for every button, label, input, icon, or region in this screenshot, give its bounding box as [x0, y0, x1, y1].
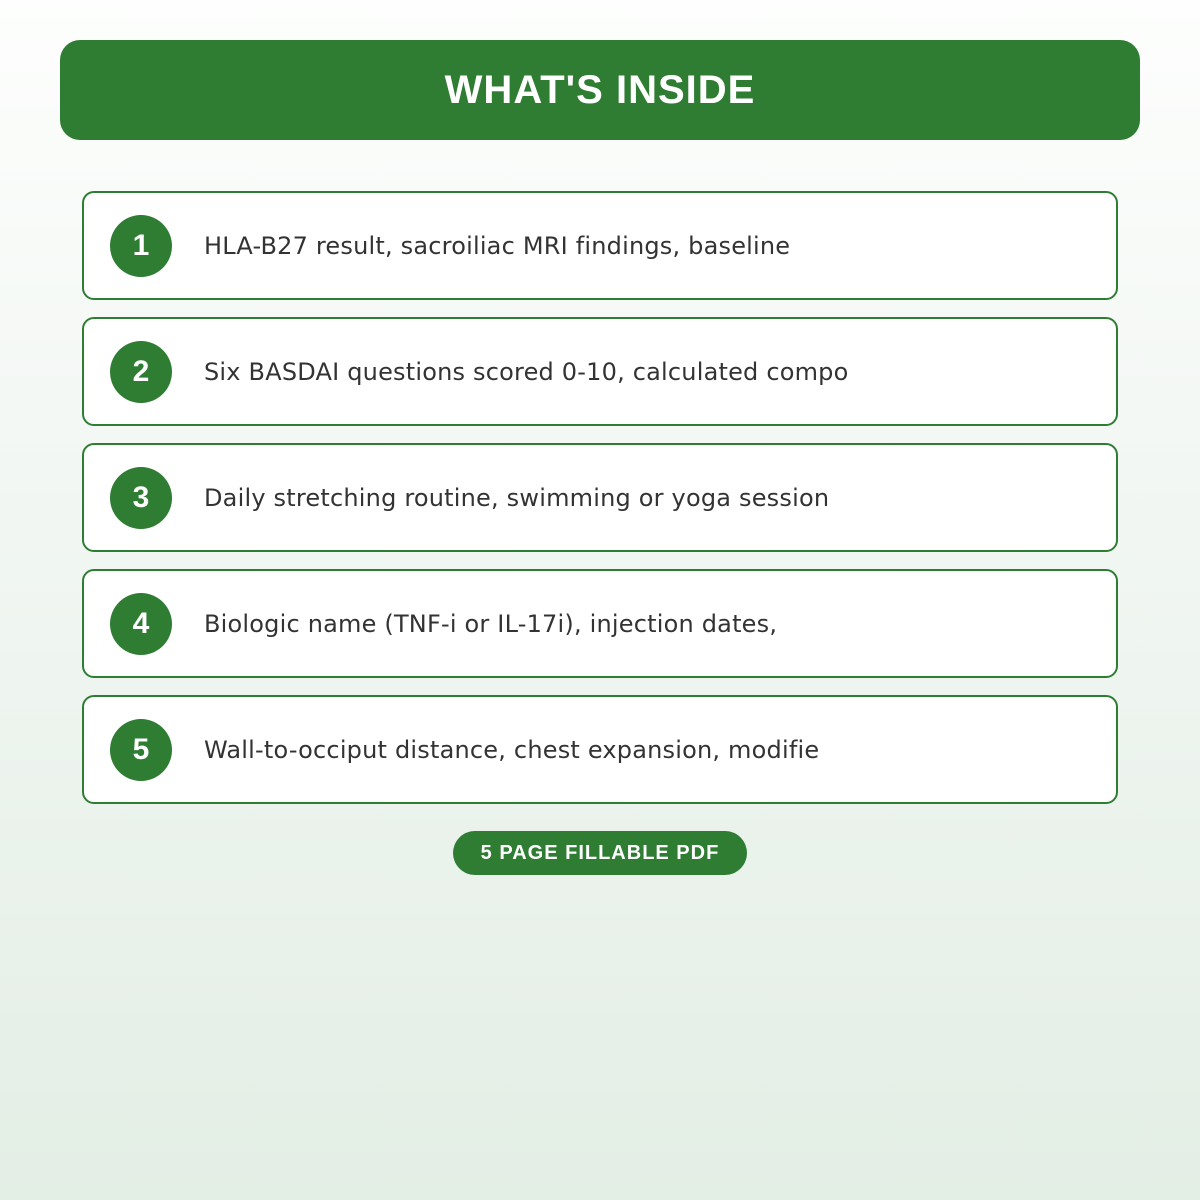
- number-badge: 2: [110, 341, 172, 403]
- items-list: [82, 191, 1118, 821]
- list-item: [82, 695, 1118, 804]
- pdf-badge: 5 PAGE FILLABLE PDF: [453, 831, 748, 875]
- header-banner: [60, 40, 1140, 140]
- item-text: Daily stretching routine, swimming or yoga session: [204, 483, 830, 512]
- item-text: Wall-to-occiput distance, chest expansion, modifie: [204, 735, 820, 764]
- list-item: [82, 191, 1118, 300]
- list-item: [82, 569, 1118, 678]
- number-badge: 4: [110, 593, 172, 655]
- number-badge: 5: [110, 719, 172, 781]
- number-badge: 3: [110, 467, 172, 529]
- list-item: [82, 317, 1118, 426]
- list-item: [82, 443, 1118, 552]
- item-text: HLA-B27 result, sacroiliac MRI findings, baseline: [204, 231, 791, 260]
- number-badge: 1: [110, 215, 172, 277]
- item-text: Six BASDAI questions scored 0-10, calculated compo: [204, 357, 849, 386]
- footer-badge-row: [0, 831, 1200, 875]
- page-title: WHAT'S INSIDE: [444, 67, 756, 112]
- item-text: Biologic name (TNF-i or IL-17i), injection dates,: [204, 609, 778, 638]
